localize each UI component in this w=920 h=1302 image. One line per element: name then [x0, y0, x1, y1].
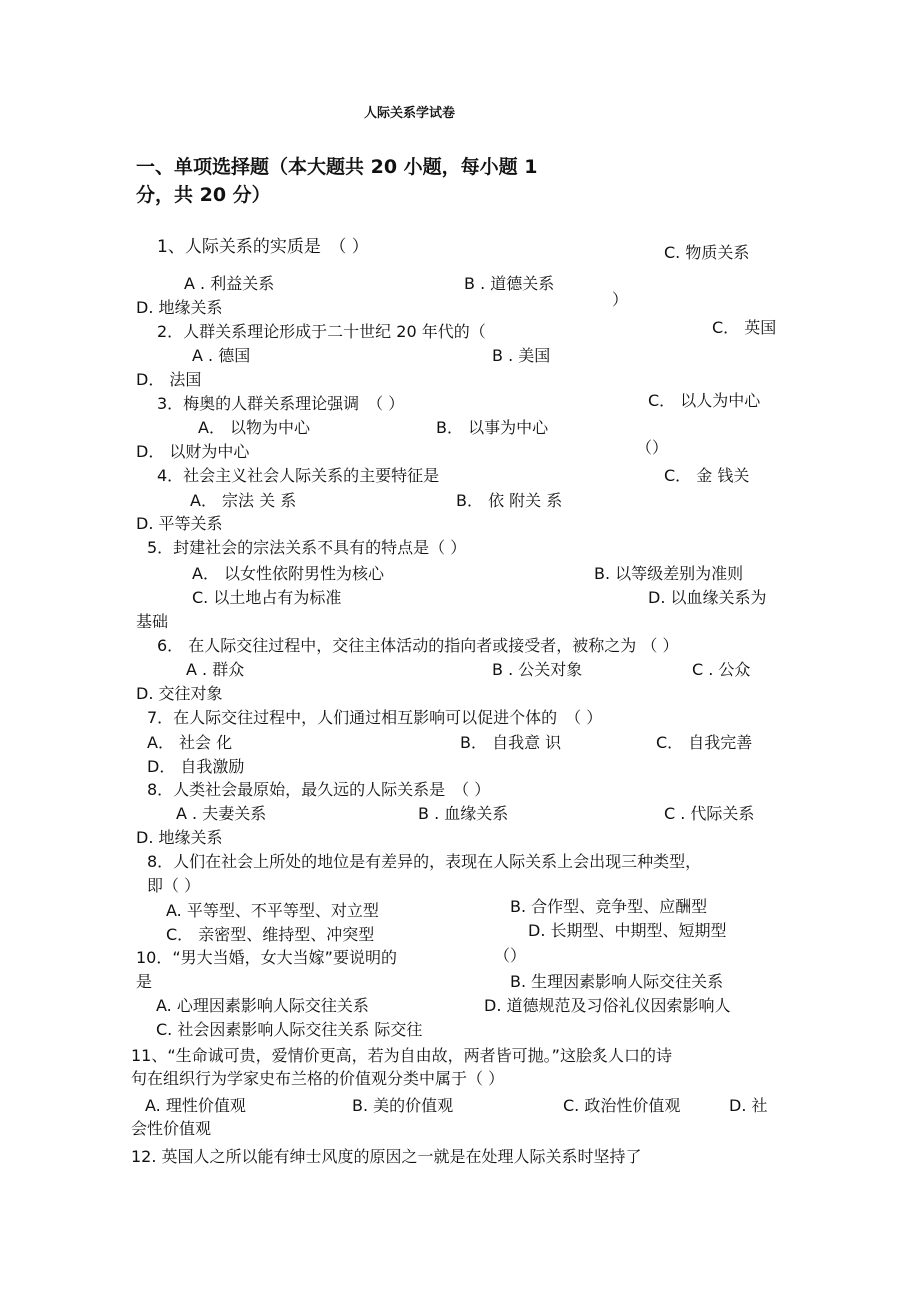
question-1-option-d: D. 地缘关系: [136, 298, 223, 317]
question-7-option-a: A． 社会 化: [147, 733, 233, 752]
question-5-option-a: A． 以女性依附男性为核心: [192, 564, 385, 583]
question-7-option-b: B． 自我意 识: [460, 733, 562, 752]
question-11-stem: 11、“生命诚可贵，爱情价更高，若为自由故，两者皆可抛。”这脍炙人口的诗: [131, 1046, 672, 1065]
question-8-stem: 8．人类社会最原始，最久远的人际关系是 （ ）: [147, 780, 491, 799]
question-8-option-a: A . 夫妻关系: [176, 804, 267, 823]
question-11-option-d-continued: 会性价值观: [131, 1119, 212, 1138]
question-10-option-d: D. 道德规范及习俗礼仪因索影响人: [484, 996, 731, 1015]
question-2-stem: 2．人群关系理论形成于二十世纪 20 年代的（: [157, 322, 486, 341]
question-1-option-b: B . 道德关系: [464, 274, 555, 293]
question-4-stem: 4．社会主义社会人际关系的主要特征是: [157, 466, 440, 485]
section-heading-line-2: 分，共 20 分）: [136, 184, 271, 206]
question-8-option-b: B . 血缘关系: [418, 804, 509, 823]
question-6-option-c: C . 公众: [692, 660, 751, 679]
question-2-close-paren: ）: [612, 290, 629, 309]
question-5-option-d-continued: 基础: [136, 612, 169, 631]
question-3-option-c: C． 以人为中心: [648, 391, 761, 410]
question-9-stem: 8．人们在社会上所处的地位是有差异的，表现在人际关系上会出现三种类型，: [147, 852, 702, 871]
question-3-stem: 3．梅奥的人群关系理论强调 （ ）: [157, 394, 405, 413]
question-7-option-c: C． 自我完善: [656, 733, 753, 752]
question-11-option-b: B. 美的价值观: [352, 1096, 454, 1115]
question-4-option-c: C． 金 钱关: [664, 466, 750, 485]
question-6-option-a: A . 群众: [186, 660, 245, 679]
question-5-stem: 5．封建社会的宗法关系不具有的特点是（ ）: [147, 538, 467, 557]
question-5-option-b: B. 以等级差别为准则: [594, 564, 744, 583]
question-10-paren: （）: [494, 946, 527, 965]
question-10-stem-continued: 是: [136, 972, 153, 991]
question-11-option-a: A. 理性价值观: [145, 1096, 246, 1115]
question-7-option-d: D． 自我激励: [147, 757, 245, 776]
question-9-stem-continued: 即（ ）: [147, 876, 201, 895]
section-heading-line-1: 一、单项选择题（本大题共 20 小题，每小题 1: [136, 156, 538, 178]
question-9-option-d: D. 长期型、中期型、短期型: [528, 921, 727, 940]
question-3-option-b: B． 以事为中心: [436, 418, 549, 437]
question-4-paren: （）: [636, 438, 669, 457]
question-12-stem: 12. 英国人之所以能有绅士风度的原因之一就是在处理人际关系时坚持了: [131, 1147, 642, 1166]
question-11-option-c: C. 政治性价值观: [563, 1096, 681, 1115]
question-8-option-d: D. 地缘关系: [136, 828, 223, 847]
question-10-stem: 10．“男大当婚，女大当嫁”要说明的: [136, 948, 397, 967]
question-10-option-a: A. 心理因素影响人际交往关系: [156, 996, 369, 1015]
question-4-option-b: B． 依 附关 系: [456, 491, 563, 510]
question-8-option-c: C . 代际关系: [664, 804, 755, 823]
question-6-option-d: D. 交往对象: [136, 684, 223, 703]
question-10-option-b: B. 生理因素影响人际交往关系: [510, 972, 724, 991]
question-2-option-a: A . 德国: [192, 346, 251, 365]
question-9-option-a: A. 平等型、不平等型、对立型: [166, 901, 379, 920]
question-6-option-b: B . 公关对象: [492, 660, 583, 679]
question-3-option-d: D． 以财为中心: [136, 442, 250, 461]
question-9-option-b: B. 合作型、竞争型、应酬型: [510, 897, 708, 916]
page-title: 人际关系学试卷: [364, 106, 456, 121]
question-5-option-c: C. 以土地占有为标准: [192, 588, 342, 607]
question-2-option-b: B . 美国: [492, 346, 551, 365]
question-1-option-a: A . 利益关系: [184, 274, 275, 293]
question-1-stem: 1、人际关系的实质是 （ ）: [157, 237, 369, 257]
question-3-option-a: A． 以物为中心: [198, 418, 311, 437]
question-2-option-c: C． 英国: [712, 318, 777, 337]
question-6-stem: 6． 在人际交往过程中，交往主体活动的指向者或接受者，被称之为 （ ）: [157, 636, 679, 655]
question-1-option-c: C. 物质关系: [664, 243, 750, 262]
question-7-stem: 7．在人际交往过程中，人们通过相互影响可以促进个体的 （ ）: [147, 708, 603, 727]
question-4-option-d: D. 平等关系: [136, 514, 223, 533]
question-5-option-d: D. 以血缘关系为: [648, 588, 767, 607]
question-2-option-d: D． 法国: [136, 370, 202, 389]
question-10-option-c: C. 社会因素影响人际交往关系 际交往: [156, 1020, 423, 1039]
question-4-option-a: A． 宗法 关 系: [190, 491, 297, 510]
question-9-option-c: C． 亲密型、维持型、冲突型: [166, 925, 375, 944]
question-11-option-d: D. 社: [729, 1096, 768, 1115]
question-11-stem-continued: 句在组织行为学家史布兰格的价值观分类中属于（ ）: [131, 1069, 505, 1088]
